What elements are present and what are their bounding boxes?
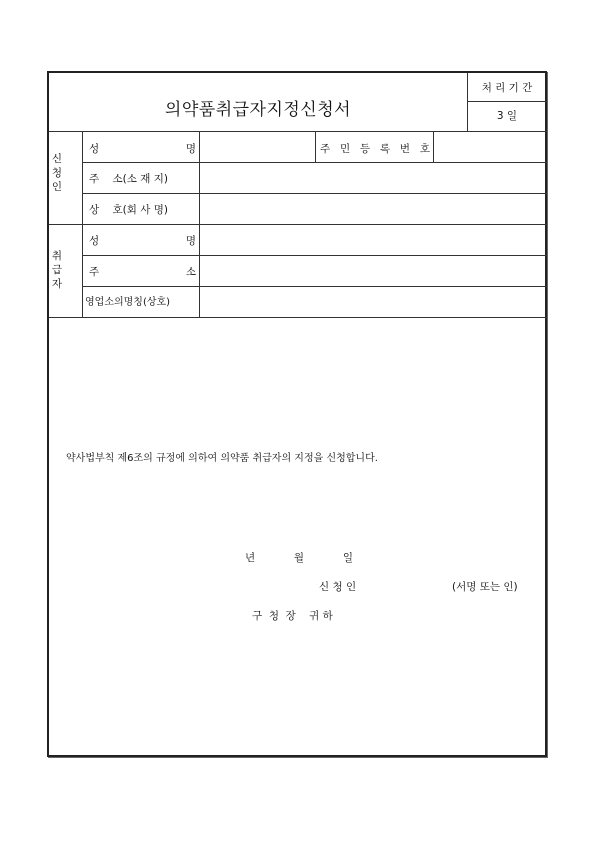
resident-id-divider-right xyxy=(433,131,434,162)
row-line xyxy=(82,193,547,194)
resident-id-label: 주 민 등 록 번 호 xyxy=(320,143,430,155)
form-title: 의약품취급자지정신청서 xyxy=(164,100,352,120)
application-form xyxy=(47,71,547,757)
resident-id-divider-left xyxy=(315,131,316,162)
signature-note: (서명 또는 인) xyxy=(452,581,518,593)
handler-business-name-label: 영업소의명칭(상호) xyxy=(85,297,171,308)
processing-period-divider xyxy=(467,101,547,102)
date-line: 년 월 일 xyxy=(245,552,353,564)
row-line xyxy=(82,286,547,287)
processing-period-label: 처 리 기 간 xyxy=(481,82,533,94)
processing-period-value: 3 일 xyxy=(496,110,518,122)
handler-address-label: 주 소 xyxy=(89,266,196,278)
applicant-name-label: 성 명 xyxy=(89,143,196,155)
applicant-address-label: 주 소(소 재 지) xyxy=(89,173,168,185)
recipient-line: 구 청 장 귀 하 xyxy=(252,610,333,622)
row-line xyxy=(82,162,547,163)
header-bottom-line xyxy=(49,131,547,132)
applicant-signature-label: 신 청 인 xyxy=(319,581,357,593)
applicant-company-label: 상 호(회 사 명) xyxy=(89,204,168,216)
body-top-line xyxy=(49,317,547,318)
handler-name-label: 성 명 xyxy=(89,235,196,247)
row-line xyxy=(82,255,547,256)
section-divider xyxy=(49,224,547,225)
applicant-section-label: 신 청 인 xyxy=(51,153,63,193)
application-statement: 약사법부칙 제6조의 규정에 의하여 의약품 취급자의 지정을 신청합니다. xyxy=(66,453,378,464)
handler-section-label: 취 급 자 xyxy=(51,250,63,290)
